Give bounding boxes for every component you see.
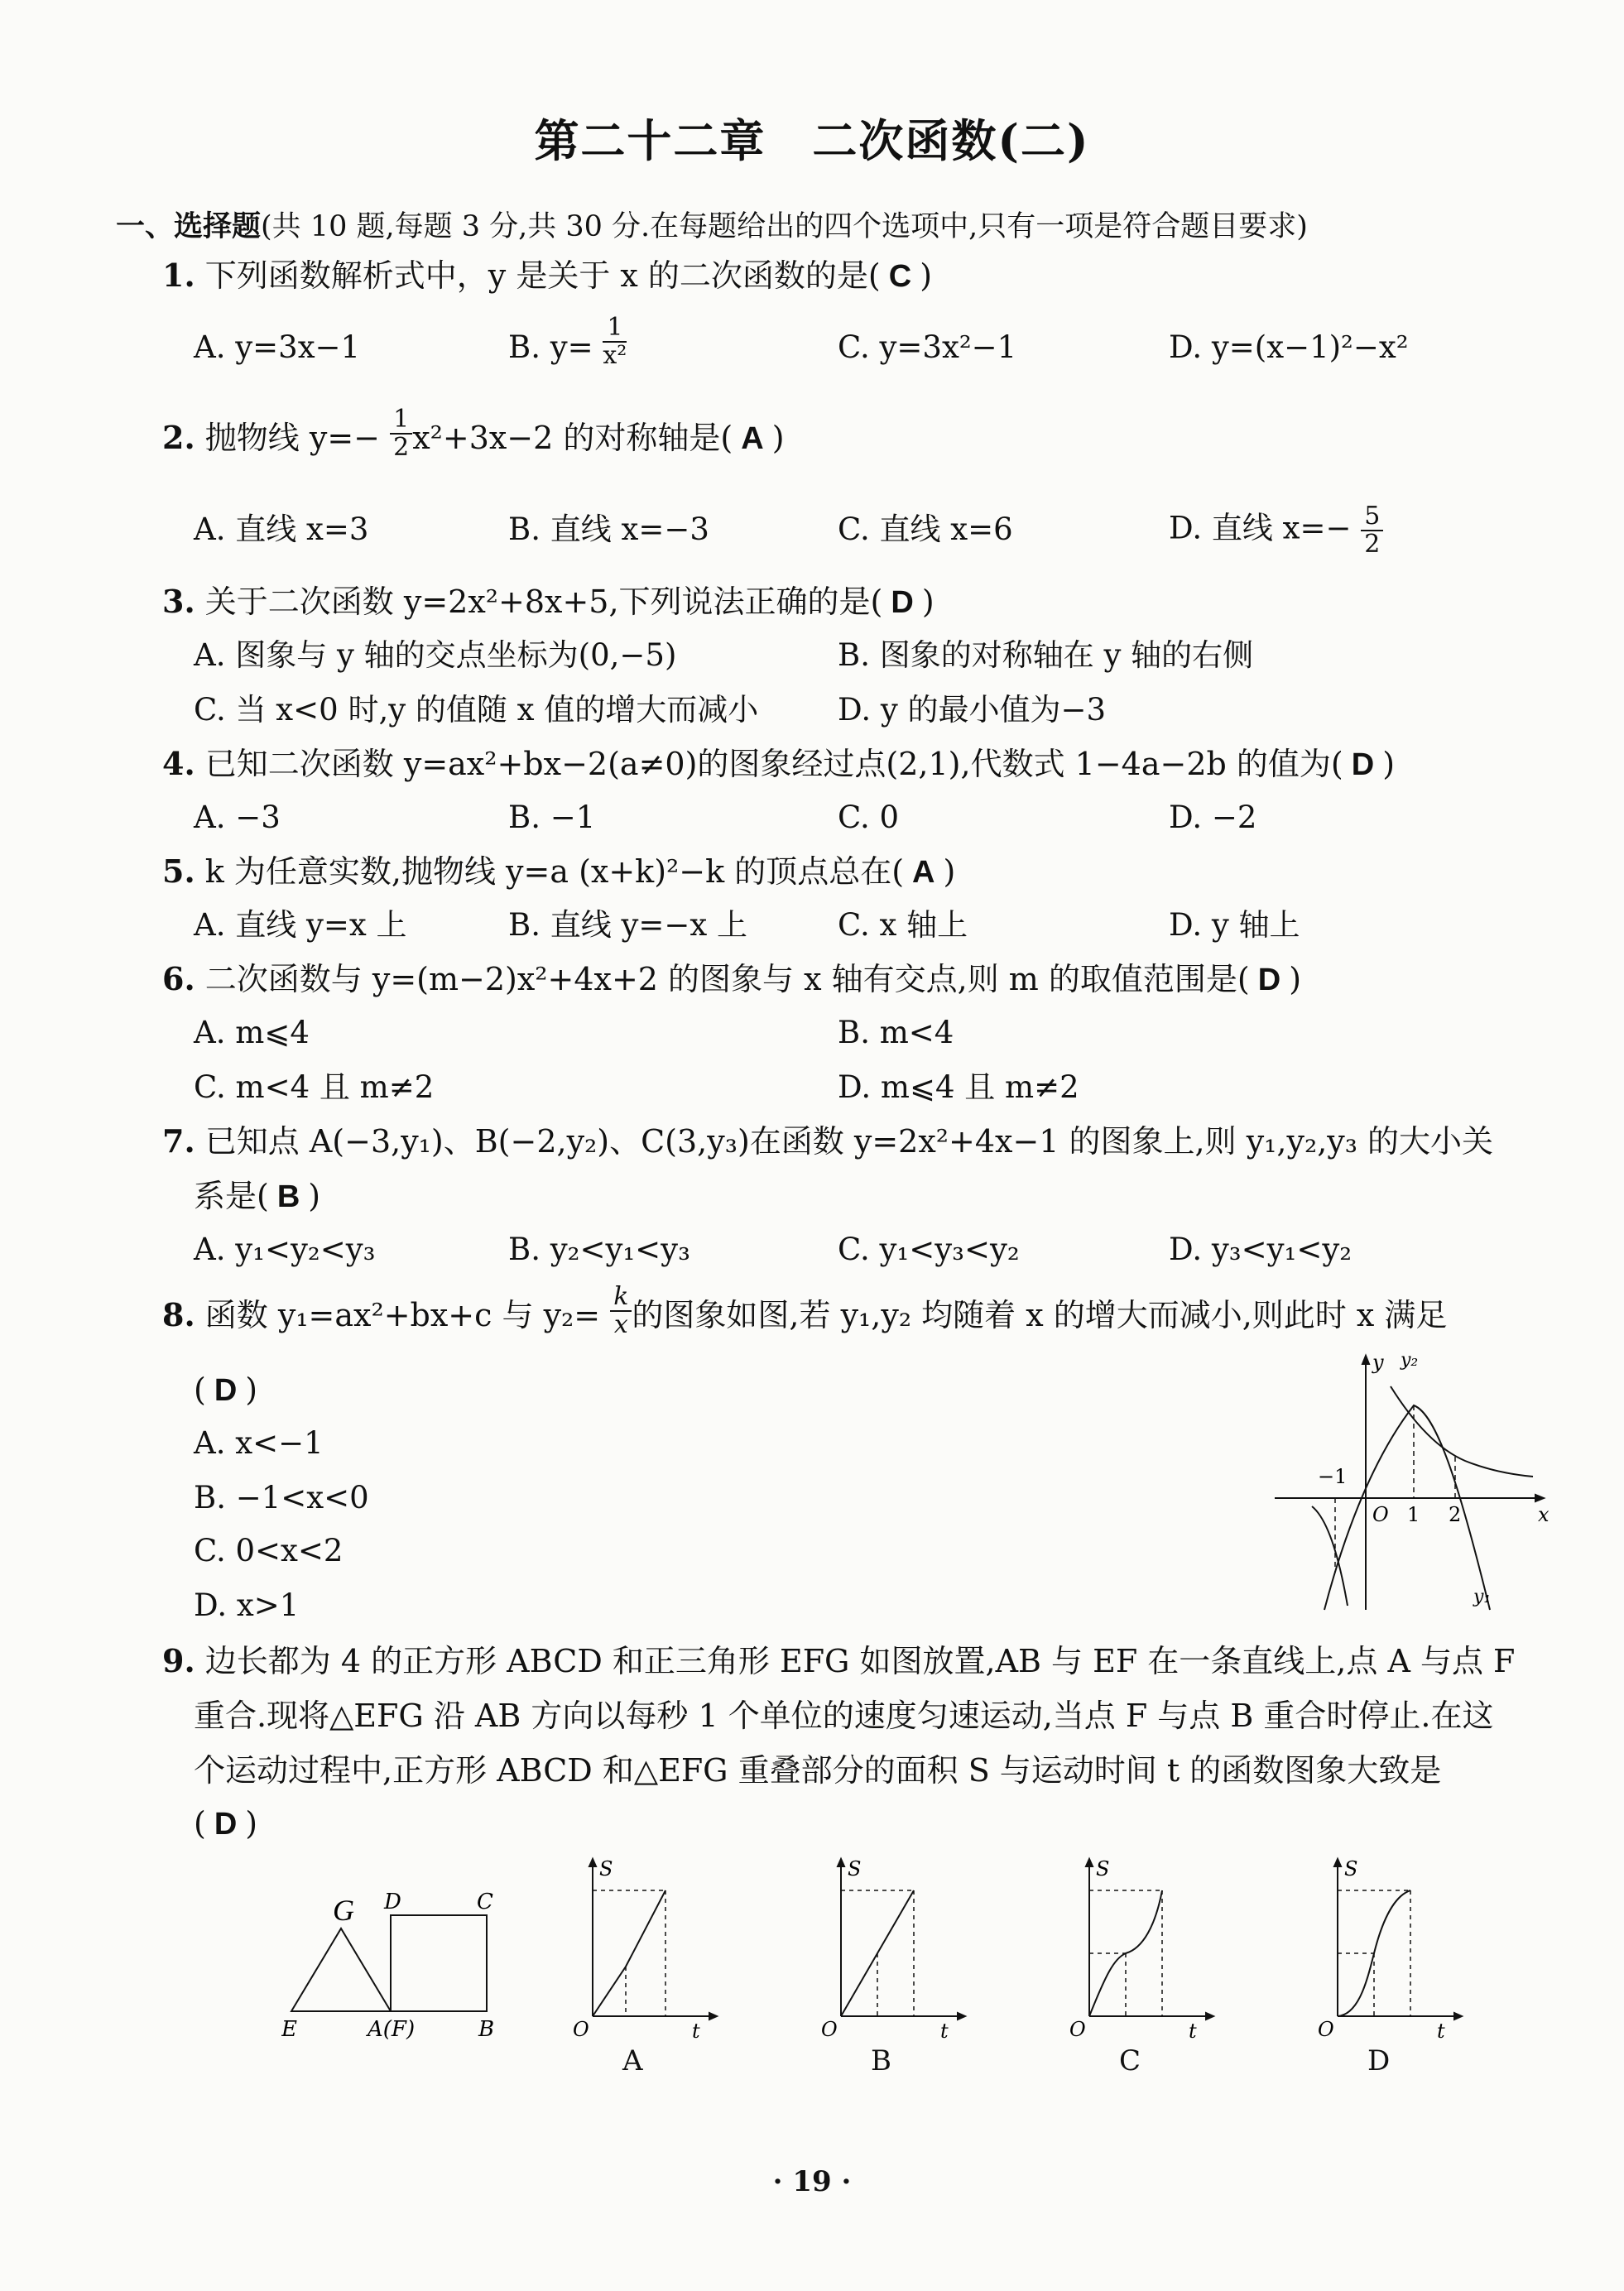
y2-label: y₂ (1401, 1350, 1419, 1371)
q9-square-triangle-figure (281, 1879, 513, 2044)
q7-option-b: B. y₂<y₁<y₃ (508, 1232, 690, 1267)
neg1-label: −1 (1318, 1465, 1348, 1488)
question-7 (162, 1122, 1493, 1160)
q8-function-graph (1266, 1341, 1556, 1614)
paren-close: ) (1382, 746, 1396, 782)
paren-close: ) (245, 1371, 258, 1408)
answer-mark: A (912, 855, 935, 890)
y-label: y (1372, 1351, 1384, 1374)
fraction (603, 312, 627, 370)
q4-option-c: C. 0 (838, 800, 900, 835)
paren-open: ( (194, 1371, 206, 1408)
graph-curve (593, 1890, 665, 2016)
square-abcd (391, 1915, 487, 2011)
o-label: O (573, 2018, 589, 2041)
page-title: 第二十二章 二次函数(二) (534, 114, 1090, 167)
answer-mark: D (1257, 963, 1281, 997)
q8-option-c: C. 0<x<2 (194, 1533, 344, 1568)
q1-option-c: C. y=3x²−1 (838, 329, 1017, 365)
q6-option-d: D. m⩽4 且 m≠2 (838, 1069, 1079, 1105)
paren-open: ( (194, 1805, 206, 1842)
q2-option-b: B. 直线 x=−3 (508, 512, 709, 547)
q8-option-d: D. x>1 (194, 1587, 300, 1623)
fraction-den: 2 (1364, 530, 1381, 559)
q9-graph-c (1056, 1851, 1222, 2041)
label-af: A(F) (368, 2017, 416, 2042)
y-axis-arrow (1362, 1356, 1369, 1364)
t-label: t (1189, 2020, 1197, 2041)
choice-d-label: D (1367, 2044, 1391, 2077)
question-4 (162, 745, 1395, 784)
q5-option-a: A. 直线 y=x 上 (194, 907, 407, 943)
question-number: 1. (162, 257, 195, 294)
paren-close: ) (921, 584, 935, 620)
question-stem: 二次函数与 y=(m−2)x²+4x+2 的图象与 x 轴有交点,则 m 的取值范围是( (204, 961, 1250, 997)
answer-mark: B (276, 1179, 300, 1214)
q2-option-d (1169, 503, 1383, 558)
q3-option-b: B. 图象的对称轴在 y 轴的右侧 (838, 637, 1254, 673)
q5-option-c: C. x 轴上 (838, 907, 968, 943)
page-number: · 19 · (772, 2165, 852, 2198)
question-number: 8. (162, 1296, 195, 1333)
question-number: 9. (162, 1642, 195, 1679)
s-label: S (1096, 1857, 1110, 1880)
question-stem: 边长都为 4 的正方形 ABCD 和正三角形 EFG 如图放置,AB 与 EF 在一条直线上,点 A 与点 F (204, 1643, 1516, 1679)
q7-option-c: C. y₁<y₃<y₂ (838, 1232, 1020, 1267)
paren-close: ) (771, 420, 785, 456)
question-stem: 已知点 A(−3,y₁)、B(−2,y₂)、C(3,y₃)在函数 y=2x²+4x−1 的图象上,则 y₁,y₂,y₃ 的大小关 (204, 1123, 1494, 1160)
q6-option-a: A. m⩽4 (194, 1015, 310, 1050)
question-2 (162, 404, 785, 462)
question-stem: 函数 y₁=ax²+bx+c 与 y₂= (204, 1297, 601, 1333)
triangle-efg (291, 1928, 391, 2011)
question-stem: 抛物线 y=− (204, 420, 380, 456)
q7-option-a: A. y₁<y₂<y₃ (194, 1232, 376, 1267)
section-label: 一、选择题 (116, 209, 262, 243)
paren-close: ) (920, 257, 933, 294)
question-9-line3: 个运动过程中,正方形 ABCD 和△EFG 重叠部分的面积 S 与运动时间 t 的函数图象大致是 (194, 1752, 1442, 1789)
section-instructions: (共 10 题,每题 3 分,共 30 分.在每题给出的四个选项中,只有一项是符合题目要求) (261, 210, 1308, 243)
fraction-den: x (613, 1309, 628, 1339)
question-8-paren (194, 1371, 257, 1410)
q8-option-b: B. −1<x<0 (194, 1480, 369, 1515)
y1-label: y₁ (1473, 1587, 1492, 1607)
fraction-num: 1 (603, 315, 627, 343)
answer-mark: D (214, 1807, 238, 1842)
one-label: 1 (1407, 1503, 1420, 1526)
hyperbola-y2-branch1 (1391, 1386, 1533, 1477)
two-label: 2 (1449, 1503, 1462, 1526)
o-label: O (1318, 2018, 1334, 2041)
q4-option-d: D. −2 (1169, 800, 1257, 835)
q9-graph-d (1304, 1851, 1470, 2041)
q1-option-a: A. y=3x−1 (194, 329, 361, 365)
choice-b-label: B (871, 2044, 891, 2077)
fraction-num: k (610, 1284, 632, 1312)
choice-c-label: C (1119, 2044, 1141, 2077)
q1-option-d: D. y=(x−1)²−x² (1169, 329, 1409, 365)
t-label: t (940, 2020, 949, 2041)
t-label: t (1437, 2020, 1445, 2041)
question-7-line2 (194, 1177, 320, 1216)
fraction (610, 1281, 632, 1339)
t-label: t (692, 2020, 700, 2041)
q8-option-a: A. x<−1 (194, 1425, 324, 1461)
option-text: D. 直线 x=− (1169, 510, 1352, 546)
question-number: 3. (162, 583, 195, 620)
question-5 (162, 853, 955, 891)
label-b: B (478, 2017, 495, 2042)
s-label: S (848, 1857, 862, 1880)
label-d: D (384, 1890, 401, 1914)
q2-option-a: A. 直线 x=3 (194, 512, 369, 547)
question-stem-cont: x²+3x−2 的对称轴是( (412, 420, 733, 456)
answer-mark: D (214, 1373, 238, 1408)
question-9-line2: 重合.现将△EFG 沿 AB 方向以每秒 1 个单位的速度匀速运动,当点 F 与点 B 重合时停止.在这 (194, 1698, 1494, 1734)
fraction (1361, 503, 1383, 558)
x-label: x (1538, 1503, 1550, 1526)
paren-close: ) (1289, 961, 1302, 997)
question-number: 6. (162, 960, 195, 997)
q6-option-c: C. m<4 且 m≠2 (194, 1069, 435, 1105)
o-label: O (1069, 2018, 1086, 2041)
question-1 (162, 257, 932, 295)
s-label: S (599, 1857, 613, 1880)
paren-close: ) (245, 1805, 258, 1842)
x-axis-arrow (1535, 1495, 1544, 1501)
question-stem-cont: 的图象如图,若 y₁,y₂ 均随着 x 的增大而减小,则此时 x 满足 (632, 1297, 1448, 1333)
label-g: G (333, 1894, 354, 1927)
q9-graph-a (560, 1851, 725, 2041)
fraction (390, 406, 412, 461)
question-stem: 已知二次函数 y=ax²+bx−2(a≠0)的图象经过点(2,1),代数式 1−4a−2b 的值为( (204, 746, 1343, 782)
q3-option-c: C. 当 x<0 时,y 的值随 x 值的增大而减小 (194, 692, 759, 728)
q4-option-a: A. −3 (194, 800, 281, 835)
question-stem-cont: 系是( (194, 1178, 269, 1214)
q5-option-d: D. y 轴上 (1169, 907, 1300, 943)
label-c: C (477, 1890, 493, 1914)
q9-graph-b (808, 1851, 973, 2041)
question-3 (162, 583, 935, 622)
fraction-den: x² (603, 340, 627, 370)
question-8 (162, 1281, 1448, 1339)
q1-option-b (508, 312, 627, 370)
question-stem: 关于二次函数 y=2x²+8x+5,下列说法正确的是( (204, 584, 883, 620)
question-9-paren (194, 1804, 257, 1843)
answer-mark: D (891, 585, 914, 620)
section-heading (116, 204, 1308, 245)
question-number: 7. (162, 1122, 195, 1160)
answer-mark: C (888, 259, 912, 294)
fraction-den: 2 (393, 432, 410, 462)
o-label: O (821, 2018, 838, 2041)
s-label: S (1344, 1857, 1358, 1880)
origin-label: O (1372, 1503, 1389, 1526)
paren-close: ) (308, 1178, 321, 1214)
q4-option-b: B. −1 (508, 800, 596, 835)
q5-option-b: B. 直线 y=−x 上 (508, 907, 748, 943)
question-stem: 下列函数解析式中，y 是关于 x 的二次函数的是( (204, 257, 881, 294)
q7-option-d: D. y₃<y₁<y₂ (1169, 1232, 1353, 1267)
question-6 (162, 960, 1301, 999)
question-number: 2. (162, 419, 195, 456)
option-text: B. y= (508, 329, 593, 365)
fraction-num: 5 (1361, 503, 1383, 531)
answer-mark: D (1351, 747, 1375, 782)
label-e: E (281, 2017, 297, 2042)
paren-close: ) (943, 853, 956, 890)
question-9 (162, 1642, 1515, 1680)
q2-option-c: C. 直线 x=6 (838, 512, 1013, 547)
question-number: 4. (162, 745, 195, 782)
choice-a-label: A (622, 2044, 643, 2077)
q3-option-a: A. 图象与 y 轴的交点坐标为(0,−5) (194, 637, 677, 673)
question-stem: k 为任意实数,抛物线 y=a (x+k)²−k 的顶点总在( (204, 853, 905, 890)
fraction-num: 1 (390, 406, 412, 435)
q6-option-b: B. m<4 (838, 1015, 954, 1050)
answer-mark: A (741, 421, 764, 456)
question-number: 5. (162, 853, 195, 890)
q3-option-d: D. y 的最小值为−3 (838, 692, 1107, 728)
